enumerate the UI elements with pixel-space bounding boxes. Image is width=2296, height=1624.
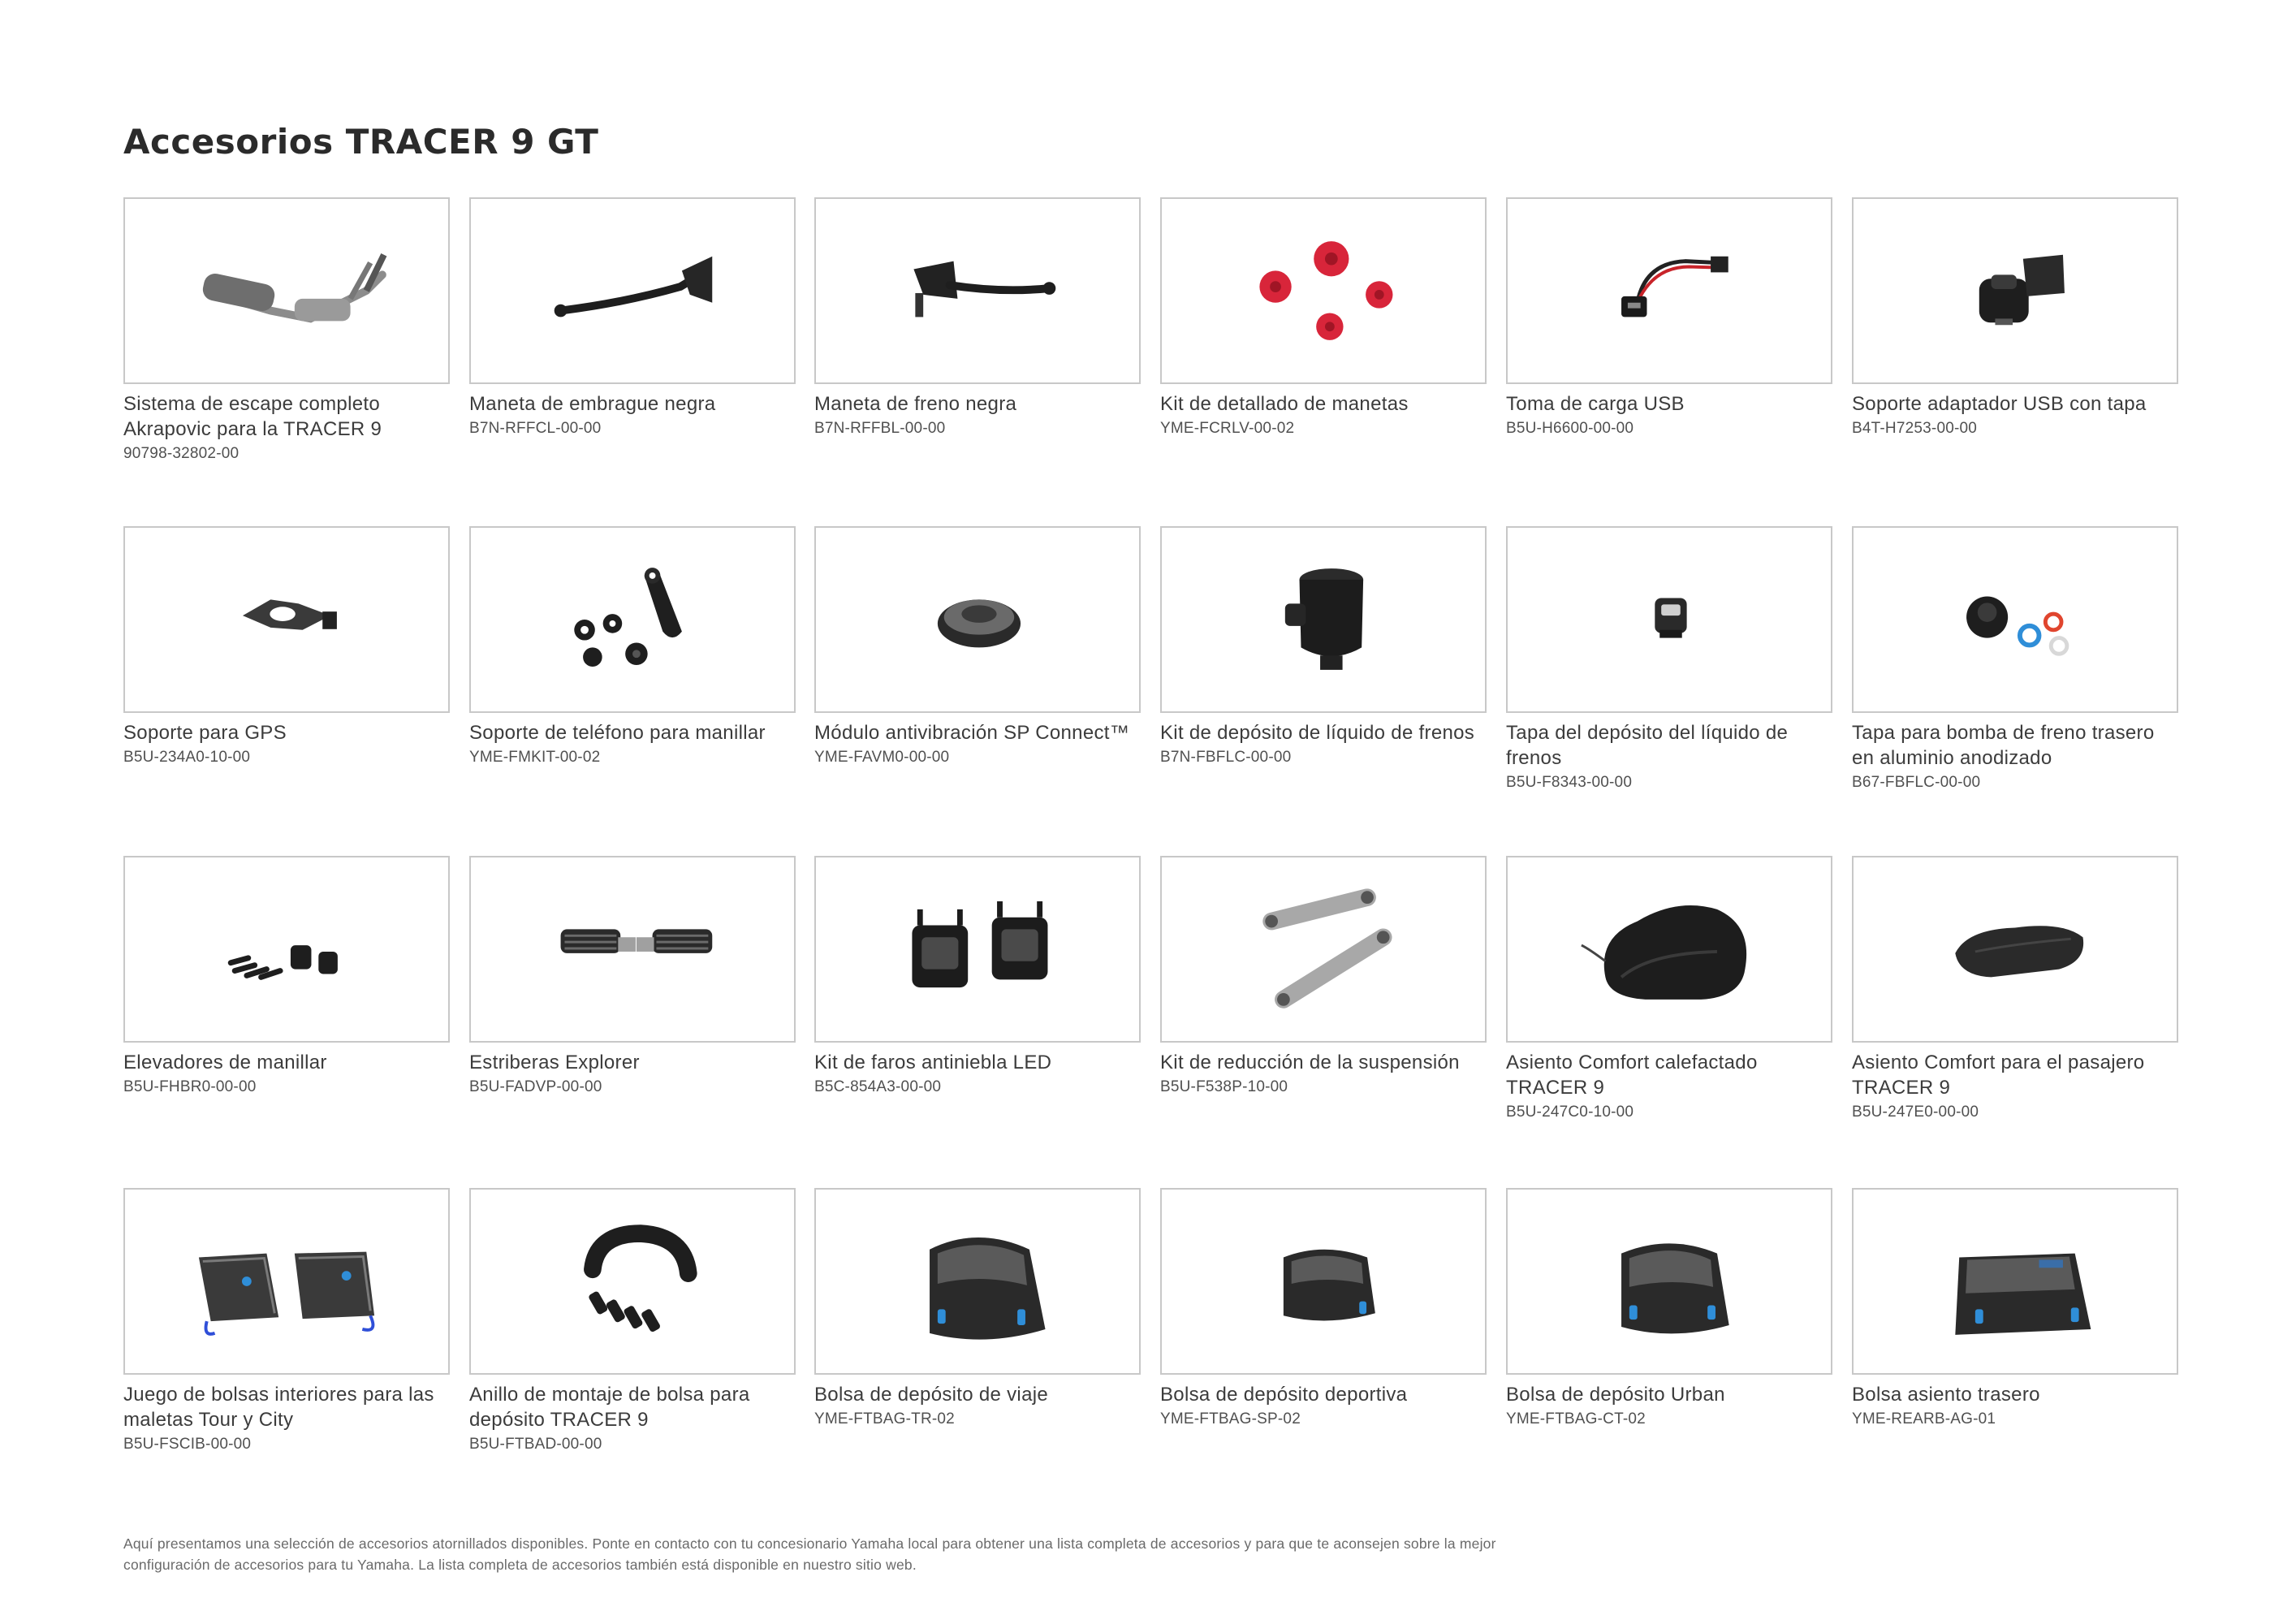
rear-seat-bag-icon	[1852, 1188, 2178, 1375]
reservoir-kit-icon	[1160, 526, 1487, 713]
accessory-card[interactable]	[1160, 526, 1487, 767]
footpegs-icon	[469, 856, 796, 1043]
item-name: Kit de depósito de líquido de frenos	[1160, 722, 1475, 744]
accessory-card[interactable]	[814, 856, 1141, 1097]
reservoir-cap-icon	[1506, 526, 1832, 713]
item-code: B5C-854A3-00-00	[814, 1078, 942, 1095]
item-name: Soporte de teléfono para manillar	[469, 722, 766, 744]
fog-lights-icon	[814, 856, 1141, 1043]
accessory-card[interactable]	[1852, 1188, 2178, 1429]
item-code: YME-FAVM0-00-00	[814, 749, 950, 766]
usb-holder-icon	[1852, 197, 2178, 384]
item-name: Soporte adaptador USB con tapa	[1852, 393, 2147, 415]
accessory-card[interactable]	[1506, 1188, 1832, 1429]
item-code: B5U-H6600-00-00	[1506, 420, 1634, 437]
item-code: B7N-RFFBL-00-00	[814, 420, 946, 437]
usb-socket-icon	[1506, 197, 1832, 384]
lever-detail-kit-icon	[1160, 197, 1487, 384]
item-name: Maneta de embrague negra	[469, 393, 716, 415]
item-code: YME-REARB-AG-01	[1852, 1410, 1996, 1427]
item-code: B5U-FTBAD-00-00	[469, 1436, 602, 1453]
clutch-lever-icon	[469, 197, 796, 384]
accessory-card[interactable]	[469, 856, 796, 1097]
accessory-card[interactable]	[469, 1188, 796, 1454]
urban-tank-bag-icon	[1506, 1188, 1832, 1375]
bar-risers-icon	[123, 856, 450, 1043]
phone-mount-icon	[469, 526, 796, 713]
item-name: Juego de bolsas interiores para las maletas Tour y City	[123, 1384, 434, 1431]
item-name: Kit de detallado de manetas	[1160, 393, 1409, 415]
accessory-card[interactable]	[814, 1188, 1141, 1429]
item-code: YME-FCRLV-00-02	[1160, 420, 1295, 437]
item-name: Elevadores de manillar	[123, 1052, 327, 1073]
item-code: YME-FMKIT-00-02	[469, 749, 601, 766]
item-name: Bolsa asiento trasero	[1852, 1384, 2040, 1406]
accessory-card[interactable]	[1506, 197, 1832, 438]
item-name: Asiento Comfort calefactado TRACER 9	[1506, 1052, 1758, 1099]
item-name: Bolsa de depósito deportiva	[1160, 1384, 1408, 1406]
item-name: Sistema de escape completo Akrapovic para la TRACER 9	[123, 393, 382, 440]
travel-tank-bag-icon	[814, 1188, 1141, 1375]
page-title: Accesorios TRACER 9 GT	[123, 122, 599, 162]
item-code: B5U-247C0-10-00	[1506, 1104, 1634, 1121]
inner-bags-icon	[123, 1188, 450, 1375]
exhaust-icon	[123, 197, 450, 384]
accessory-card[interactable]	[469, 197, 796, 438]
accessory-card[interactable]	[1506, 856, 1832, 1122]
accessory-card[interactable]	[814, 526, 1141, 767]
accessory-card[interactable]	[1160, 1188, 1487, 1429]
accessory-card[interactable]	[123, 526, 450, 767]
item-code: YME-FTBAG-SP-02	[1160, 1410, 1301, 1427]
item-name: Bolsa de depósito de viaje	[814, 1384, 1048, 1406]
item-name: Anillo de montaje de bolsa para depósito TRACER 9	[469, 1384, 750, 1431]
item-name: Tapa del depósito del líquido de frenos	[1506, 722, 1789, 769]
accessory-card[interactable]	[1852, 197, 2178, 438]
item-name: Asiento Comfort para el pasajero TRACER 9	[1852, 1052, 2145, 1099]
item-name: Toma de carga USB	[1506, 393, 1685, 415]
item-code: 90798-32802-00	[123, 445, 240, 462]
item-name: Bolsa de depósito Urban	[1506, 1384, 1725, 1406]
item-code: YME-FTBAG-TR-02	[814, 1410, 955, 1427]
item-code: B7N-FBFLC-00-00	[1160, 749, 1292, 766]
tank-ring-icon	[469, 1188, 796, 1375]
passenger-seat-icon	[1852, 856, 2178, 1043]
item-code: B5U-FHBR0-00-00	[123, 1078, 257, 1095]
vibration-module-icon	[814, 526, 1141, 713]
accessory-card[interactable]	[1852, 856, 2178, 1122]
lowering-kit-icon	[1160, 856, 1487, 1043]
accessory-card[interactable]	[123, 856, 450, 1097]
item-code: B5U-F8343-00-00	[1506, 774, 1633, 791]
accessory-card[interactable]	[123, 1188, 450, 1454]
accessory-card[interactable]	[1160, 856, 1487, 1097]
item-code: B7N-RFFCL-00-00	[469, 420, 602, 437]
item-name: Soporte para GPS	[123, 722, 287, 744]
footnote: Aquí presentamos una selección de accesorios atornillados disponibles. Ponte en contacto con tu concesionario Yamaha local para obtener una lista completa de accesorios y para que te aconsejen sobre la mejor configuración de accesorios para tu Yamaha. La lista completa de accesorios también está disponible en nuestro sitio web.	[123, 1535, 1496, 1573]
accessory-card[interactable]	[469, 526, 796, 767]
item-name: Maneta de freno negra	[814, 393, 1017, 415]
item-name: Módulo antivibración SP Connect™	[814, 722, 1130, 744]
accessory-card[interactable]	[1506, 526, 1832, 793]
accessory-card[interactable]	[1160, 197, 1487, 438]
accessory-card[interactable]	[814, 197, 1141, 438]
item-code: B5U-247E0-00-00	[1852, 1104, 1979, 1121]
item-code: B5U-F538P-10-00	[1160, 1078, 1288, 1095]
item-name: Kit de faros antiniebla LED	[814, 1052, 1052, 1073]
accessory-card[interactable]	[1852, 526, 2178, 793]
item-name: Estriberas Explorer	[469, 1052, 640, 1073]
gps-mount-icon	[123, 526, 450, 713]
accessory-card[interactable]	[123, 197, 450, 464]
item-name: Tapa para bomba de freno trasero en aluminio anodizado	[1852, 722, 2155, 769]
item-code: YME-FTBAG-CT-02	[1506, 1410, 1646, 1427]
brake-lever-icon	[814, 197, 1141, 384]
item-name: Kit de reducción de la suspensión	[1160, 1052, 1460, 1073]
item-code: B5U-FSCIB-00-00	[123, 1436, 252, 1453]
item-code: B67-FBFLC-00-00	[1852, 774, 1981, 791]
item-code: B5U-FADVP-00-00	[469, 1078, 602, 1095]
item-code: B4T-H7253-00-00	[1852, 420, 1978, 437]
sport-tank-bag-icon	[1160, 1188, 1487, 1375]
pump-cap-icon	[1852, 526, 2178, 713]
item-code: B5U-234A0-10-00	[123, 749, 251, 766]
heated-seat-icon	[1506, 856, 1832, 1043]
